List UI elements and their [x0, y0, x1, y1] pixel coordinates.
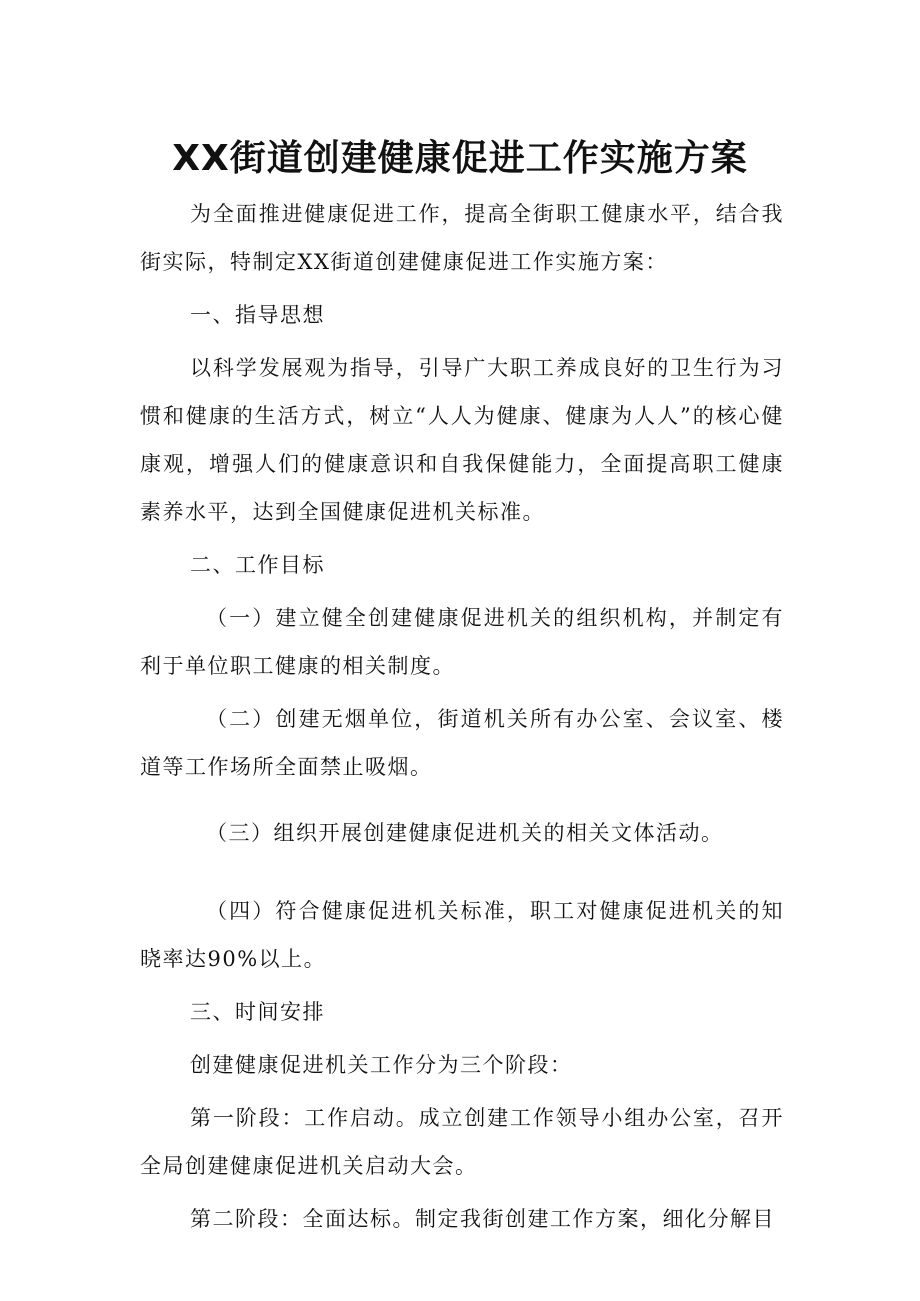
section-heading-work-goals: 二、工作目标	[190, 553, 325, 577]
schedule-intro-paragraph: 创建健康促进机关工作分为三个阶段：	[190, 1053, 573, 1077]
phase-two-paragraph: 第二阶段：全面达标。制定我街创建工作方案，细化分解目	[190, 1207, 775, 1231]
goal-item-2: （二）创建无烟单位，街道机关所有办公室、会议室、楼道等工作场所全面禁止吸烟。	[140, 707, 784, 779]
goal-item-4: （四）符合健康促进机关标准，职工对健康促进机关的知晓率达90%以上。	[140, 899, 784, 971]
intro-paragraph: 为全面推进健康促进工作，提高全街职工健康水平，结合我街实际，特制定XX街道创建健康促进工作实施方案：	[140, 202, 784, 274]
guiding-ideology-paragraph: 以科学发展观为指导，引导广大职工养成良好的卫生行为习惯和健康的生活方式，树立“人人为健康、健康为人人”的核心健康观，增强人们的健康意识和自我保健能力，全面提高职工健康素养水平，达到全国健康促进机关标准。	[140, 356, 784, 524]
section-heading-guiding-ideology: 一、指导思想	[190, 303, 325, 327]
goal-item-1: （一）建立健全创建健康促进机关的组织机构，并制定有利于单位职工健康的相关制度。	[140, 606, 784, 678]
document-title: XX街道创建健康促进工作实施方案	[172, 138, 748, 179]
document-body	[140, 190, 784, 1243]
goal-item-3: （三）组织开展创建健康促进机关的相关文体活动。	[206, 821, 724, 845]
section-heading-schedule: 三、时间安排	[190, 1000, 325, 1024]
phase-one-paragraph: 第一阶段：工作启动。成立创建工作领导小组办公室，召开全局创建健康促进机关启动大会。	[140, 1106, 784, 1178]
